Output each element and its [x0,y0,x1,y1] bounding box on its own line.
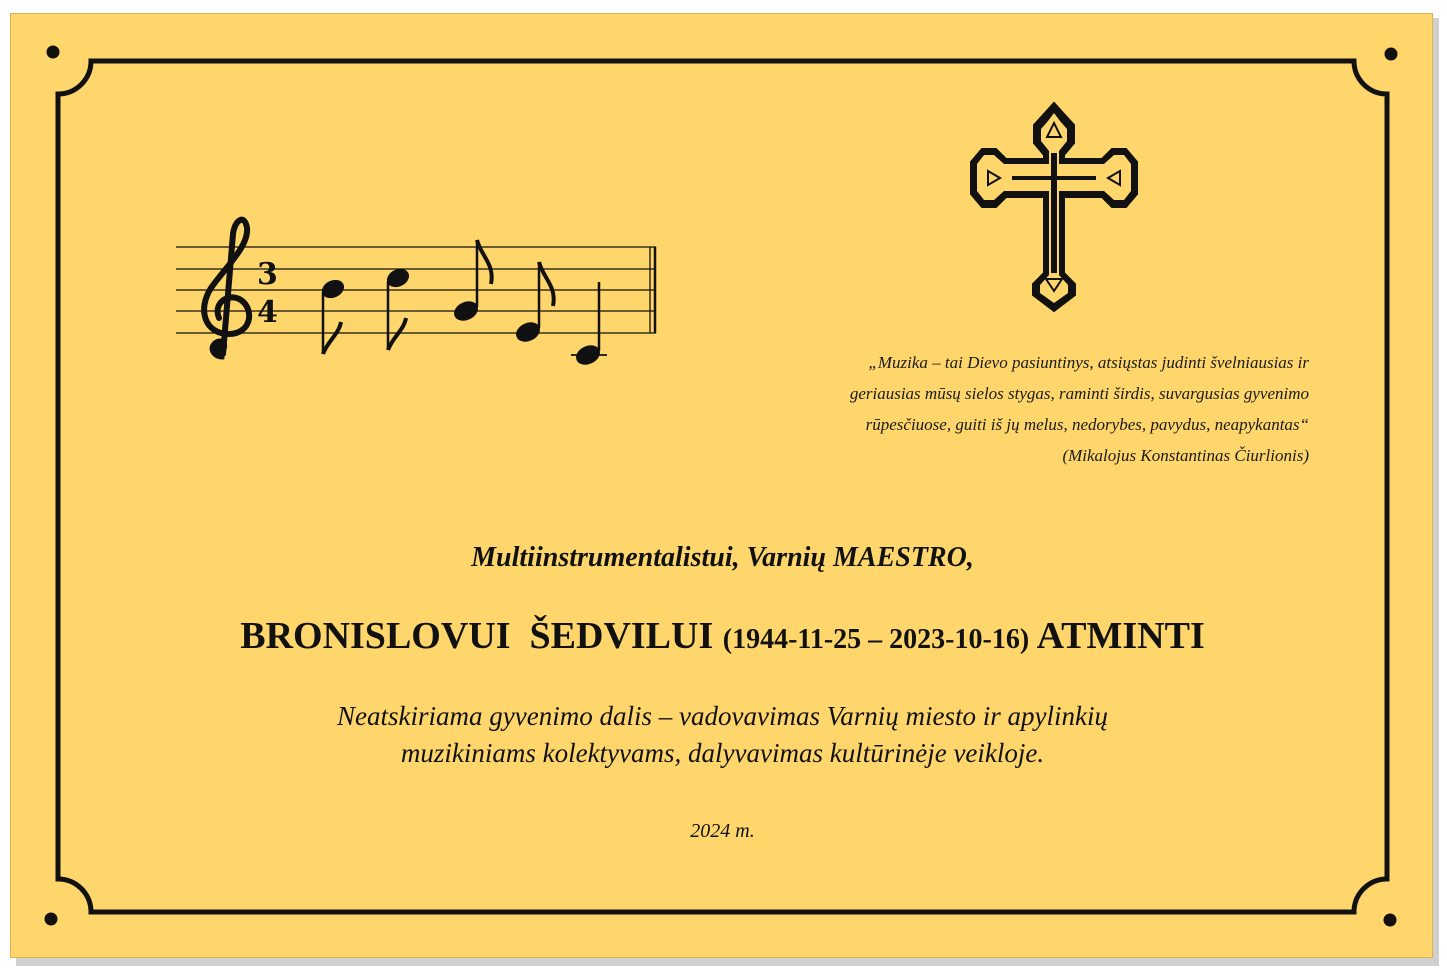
time-signature-top: 3 [257,257,278,292]
cross-icon [971,103,1137,311]
life-dates: (1944-11-25 – 2023-10-16) [722,624,1030,655]
screw-bottom-right-icon [1384,914,1397,927]
screw-bottom-left-icon [45,913,58,926]
description-line: Neatskiriama gyvenimo dalis – vadovavimas Varnių miesto ir apylinkių [337,701,1108,731]
quote-block [711,347,1309,471]
decorative-frame [58,61,1387,912]
dedication-name-line [11,614,1434,658]
dedication-description [11,698,1434,772]
plaque-year: 2024 m. [690,820,755,842]
quote-line: rūpesčiuose, guiti iš jų melus, nedorybes, pavydus, neapykantas“ [865,415,1309,434]
dedication-subtitle: Multiinstrumentalistui, Varnių MAESTRO, [471,542,974,573]
description-line: muzikiniams kolektyvams, dalyvavimas kultūrinėje veikloje. [400,738,1045,768]
treble-clef-icon [204,220,249,358]
plaque-graphics [11,14,1434,959]
dedication-tail: ATMINTI [1036,615,1205,657]
screw-top-right-icon [1385,48,1398,61]
quote-author: (Mikalojus Konstantinas Čiurlionis) [1062,446,1309,465]
screw-top-left-icon [47,46,60,59]
honoree-name: BRONISLOVUI ŠEDVILUI [240,615,714,657]
music-notes-icon [320,240,607,368]
quote-line: geriausias mūsų sielos stygas, raminti širdis, suvargusias gyvenimo [849,384,1309,403]
quote-line: „Muzika – tai Dievo pasiuntinys, atsiųstas judinti švelniausias ir [868,353,1309,372]
memorial-plaque [10,13,1433,958]
time-signature-bottom: 4 [257,295,278,330]
